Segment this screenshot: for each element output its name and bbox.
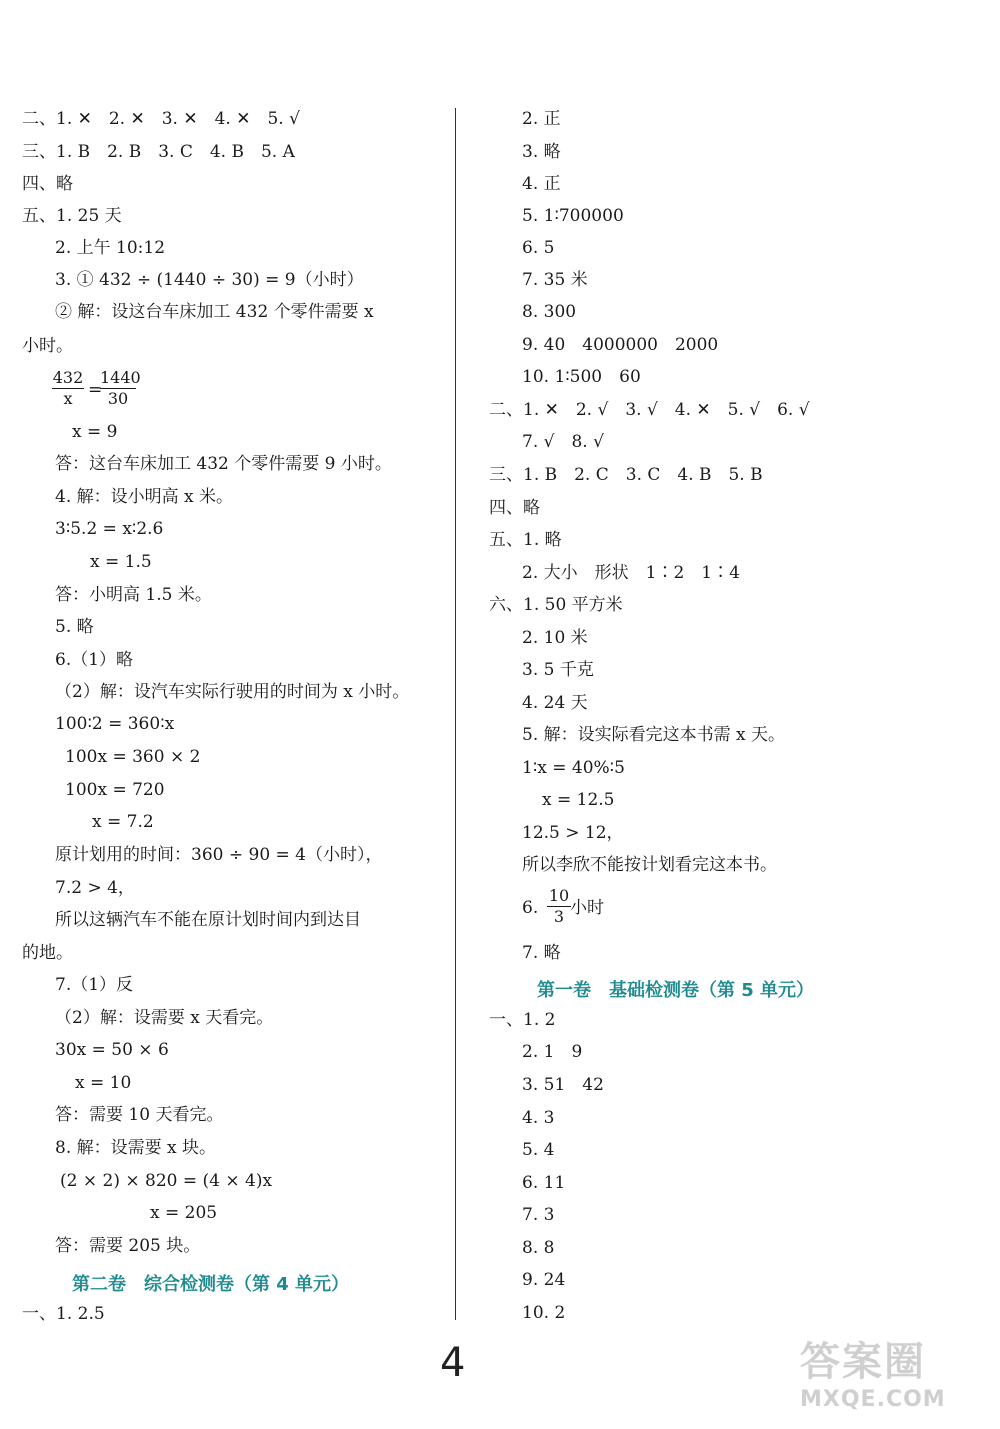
answer-line: 4. 正 — [522, 174, 561, 194]
answer-line: 4. 24 天 — [522, 693, 588, 713]
answer-line: 6. 11 — [522, 1173, 566, 1193]
answer-line: 3∶5.2 = x∶2.6 — [55, 519, 164, 539]
answer-line: 五、1. 25 天 — [22, 206, 122, 226]
fraction-numerator: 1440 — [100, 368, 141, 387]
answer-line: 答：这台车床加工 432 个零件需要 9 小时。 — [55, 454, 392, 474]
answer-line: x = 10 — [75, 1073, 132, 1093]
answer-line: 3. ① 432 ÷ (1440 ÷ 30) = 9（小时） — [55, 270, 364, 290]
fraction-numerator: 10 — [548, 886, 570, 905]
answer-line: 2. 1 9 — [522, 1042, 583, 1062]
fraction — [547, 886, 571, 927]
answer-line: x = 7.2 — [92, 812, 154, 832]
answer-line: 6. — [522, 898, 539, 918]
answer-line: 答：需要 205 块。 — [55, 1236, 201, 1256]
section-heading: 第二卷 综合检测卷（第 4 单元） — [72, 1274, 350, 1295]
watermark-url-text: MXQE.COM — [800, 1387, 946, 1412]
answer-line: x = 205 — [150, 1203, 218, 1223]
answer-line: 一、1. 2.5 — [22, 1304, 105, 1324]
answer-line: 3. 略 — [522, 142, 561, 162]
answer-line: 2. 上午 10:12 — [55, 238, 166, 258]
answer-line: 二、1. ✕ 2. ✕ 3. ✕ 4. ✕ 5. √ — [22, 109, 300, 129]
answer-line: 所以这辆汽车不能在原计划时间内到达目 — [55, 910, 361, 930]
answer-line: 五、1. 略 — [489, 530, 562, 550]
fraction-numerator: 432 — [52, 368, 84, 387]
answer-line: 二、1. ✕ 2. √ 3. √ 4. ✕ 5. √ 6. √ — [489, 400, 810, 420]
fraction — [52, 368, 84, 409]
answer-line: 一、1. 2 — [489, 1010, 556, 1030]
answer-line: x = 9 — [72, 422, 118, 442]
answer-line: 8. 300 — [522, 302, 577, 322]
answer-line: 30x = 50 × 6 — [55, 1040, 169, 1060]
answer-line: 5. 略 — [55, 617, 94, 637]
answer-line: 四、略 — [22, 174, 73, 194]
answer-line: x = 1.5 — [90, 552, 152, 572]
fraction-denominator: 30 — [100, 388, 136, 409]
answer-line: 100x = 720 — [65, 780, 165, 800]
answer-line: ② 解：设这台车床加工 432 个零件需要 x — [55, 302, 374, 322]
answer-line: 3. 5 千克 — [522, 660, 594, 680]
answer-line: 小时 — [570, 898, 604, 918]
answer-line: 四、略 — [489, 498, 540, 518]
section-heading: 第一卷 基础检测卷（第 5 单元） — [537, 980, 815, 1001]
answer-line: 答：需要 10 天看完。 — [55, 1105, 224, 1125]
answer-line: 6.（1）略 — [55, 650, 134, 670]
answer-line: 三、1. B 2. C 3. C 4. B 5. B — [489, 465, 763, 485]
column-divider — [455, 108, 456, 1320]
answer-line: 5. 解：设实际看完这本书需 x 天。 — [522, 725, 786, 745]
answer-line: 原计划用的时间：360 ÷ 90 = 4（小时）， — [55, 845, 383, 865]
answer-line: 小时。 — [22, 336, 73, 356]
answer-line: 7. 35 米 — [522, 270, 588, 290]
equals-sign: = — [88, 380, 103, 400]
answer-line: 6. 5 — [522, 238, 555, 258]
answer-line: 10. 1∶500 60 — [522, 367, 641, 387]
answer-line: 答：小明高 1.5 米。 — [55, 585, 212, 605]
answer-line: 8. 8 — [522, 1238, 555, 1258]
answer-line: 5. 1∶700000 — [522, 206, 624, 226]
answer-line: 7. 3 — [522, 1205, 555, 1225]
answer-line: 9. 24 — [522, 1270, 566, 1290]
answer-line: 2. 正 — [522, 109, 561, 129]
fraction-denominator: 3 — [547, 906, 571, 927]
fraction — [100, 368, 141, 409]
watermark-logo — [800, 1330, 990, 1420]
answer-line: （2）解：设需要 x 天看完。 — [55, 1008, 274, 1028]
answer-line: 7. 略 — [522, 943, 561, 963]
answer-line: 8. 解：设需要 x 块。 — [55, 1138, 217, 1158]
answer-line: 所以李欣不能按计划看完这本书。 — [522, 855, 777, 875]
answer-line: 5. 4 — [522, 1140, 555, 1160]
answer-line: 7.2 > 4， — [55, 878, 135, 898]
answer-line: 3. 51 42 — [522, 1075, 604, 1095]
answer-line: 2. 10 米 — [522, 628, 588, 648]
answer-line: 12.5 > 12， — [522, 823, 624, 843]
answer-line: 7.（1）反 — [55, 975, 134, 995]
answer-line: 4. 3 — [522, 1108, 555, 1128]
answer-line: 10. 2 — [522, 1303, 566, 1323]
answer-line: 100x = 360 × 2 — [65, 747, 201, 767]
page-number: 4 — [440, 1340, 466, 1386]
answer-line: 1∶x = 40%∶5 — [522, 758, 625, 778]
answer-line: （2）解：设汽车实际行驶用的时间为 x 小时。 — [55, 682, 410, 702]
answer-line: 三、1. B 2. B 3. C 4. B 5. A — [22, 142, 295, 162]
answer-line: 4. 解：设小明高 x 米。 — [55, 487, 234, 507]
answer-line: 的地。 — [22, 943, 73, 963]
answer-line: 100∶2 = 360∶x — [55, 714, 175, 734]
answer-line: x = 12.5 — [542, 790, 615, 810]
watermark-top-text: 答案圈 — [800, 1339, 926, 1385]
answer-line: 7. √ 8. √ — [522, 432, 604, 452]
answer-line: 六、1. 50 平方米 — [489, 595, 623, 615]
answer-line: 9. 40 4000000 2000 — [522, 335, 719, 355]
answer-line: (2 × 2) × 820 = (4 × 4)x — [60, 1171, 273, 1191]
fraction-denominator: x — [52, 388, 84, 409]
answer-line: 2. 大小 形状 1∶2 1∶4 — [522, 563, 740, 583]
